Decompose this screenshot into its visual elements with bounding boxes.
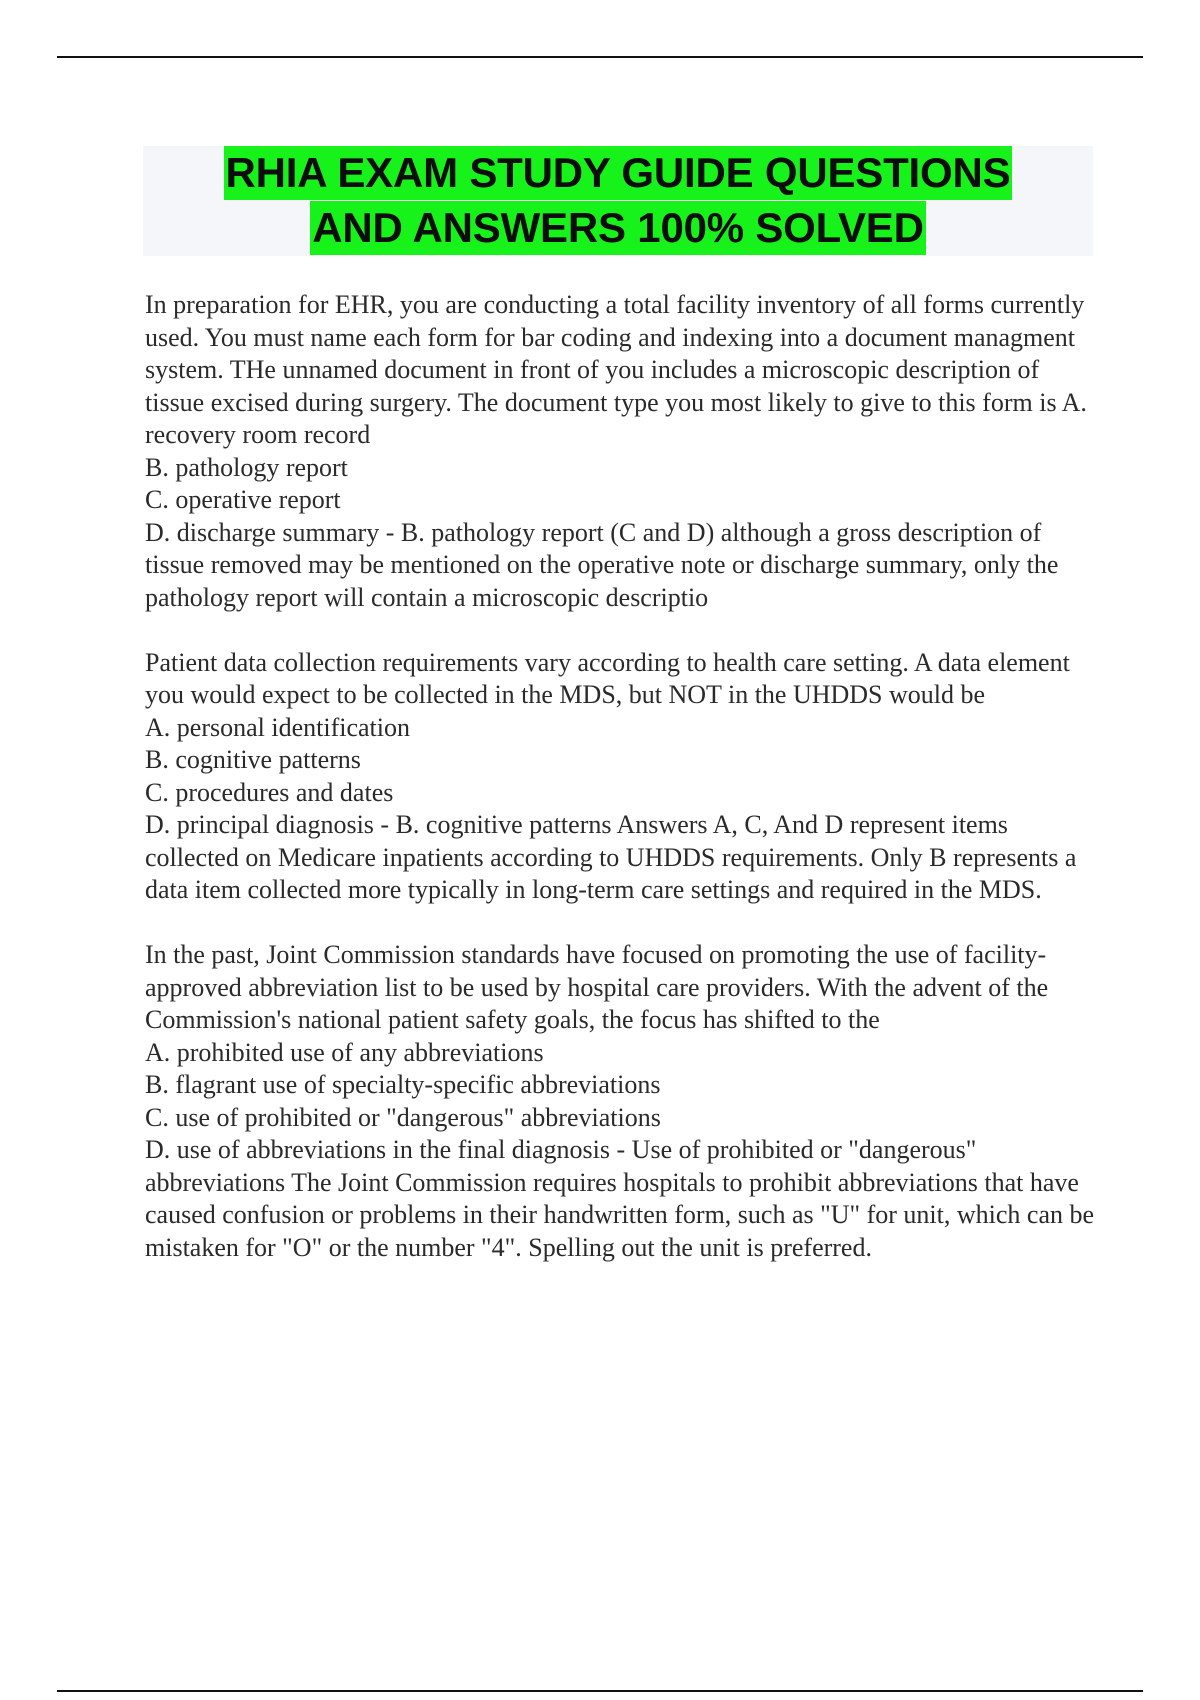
question-block: [145, 647, 1100, 907]
answer-option: B. pathology report: [145, 452, 348, 482]
answer-option: B. cognitive patterns: [145, 745, 361, 774]
top-rule: [57, 56, 1143, 58]
question-list: [145, 289, 1100, 1297]
answer-option: C. use of prohibited or "dangerous" abbreviations: [145, 1102, 661, 1132]
answer-option: D. principal diagnosis - B. cognitive patterns Answers A, C, And D represent items collected on Medicare inpatients according to UHDDS requirements. Only B represents a data item collected more typically in long-term care settings and required in the MDS.: [145, 810, 1077, 904]
title-line-2: AND ANSWERS 100% SOLVED: [310, 201, 926, 255]
question-stem: In preparation for EHR, you are conducting a total facility inventory of all forms currently used. You must name each form for bar coding and indexing into a document managment system. THe unnamed document in front of you includes a microscopic description of tissue excised during surgery. The document type you most likely to give to this form is A. recovery room record: [145, 290, 1087, 449]
answer-option: C. procedures and dates: [145, 777, 394, 807]
answer-option: D. discharge summary - B. pathology report (C and D) although a gross description of tissue removed may be mentioned on the operative note or discharge summary, only the pathology report will contain a microscopic descriptio: [145, 517, 1059, 612]
document-title: [143, 146, 1093, 256]
question-block: [145, 289, 1100, 614]
bottom-rule: [57, 1690, 1143, 1692]
question-stem: Patient data collection requirements vary according to health care setting. A data element you would expect to be collected in the MDS, but NOT in the UHDDS would be: [145, 647, 1070, 709]
question-stem: In the past, Joint Commission standards have focused on promoting the use of facility-approved abbreviation list to be used by hospital care providers. With the advent of the Commission's national patient safety goals, the focus has shifted to the: [145, 940, 1049, 1034]
answer-option: B. flagrant use of specialty-specific abbreviations: [145, 1070, 661, 1099]
answer-option: A. personal identification: [145, 712, 410, 742]
answer-option: A. prohibited use of any abbreviations: [145, 1037, 544, 1067]
question-block: [145, 939, 1100, 1264]
answer-option: C. operative report: [145, 485, 341, 514]
answer-option: D. use of abbreviations in the final diagnosis - Use of prohibited or "dangerous" abbreviations The Joint Commission requires hospitals to prohibit abbreviations that have caused confusion or problems in their handwritten form, such as "U" for unit, which can be mistaken for "O" or the number "4". Spelling out the unit is preferred.: [145, 1135, 1095, 1262]
title-line-1: RHIA EXAM STUDY GUIDE QUESTIONS: [224, 146, 1013, 200]
